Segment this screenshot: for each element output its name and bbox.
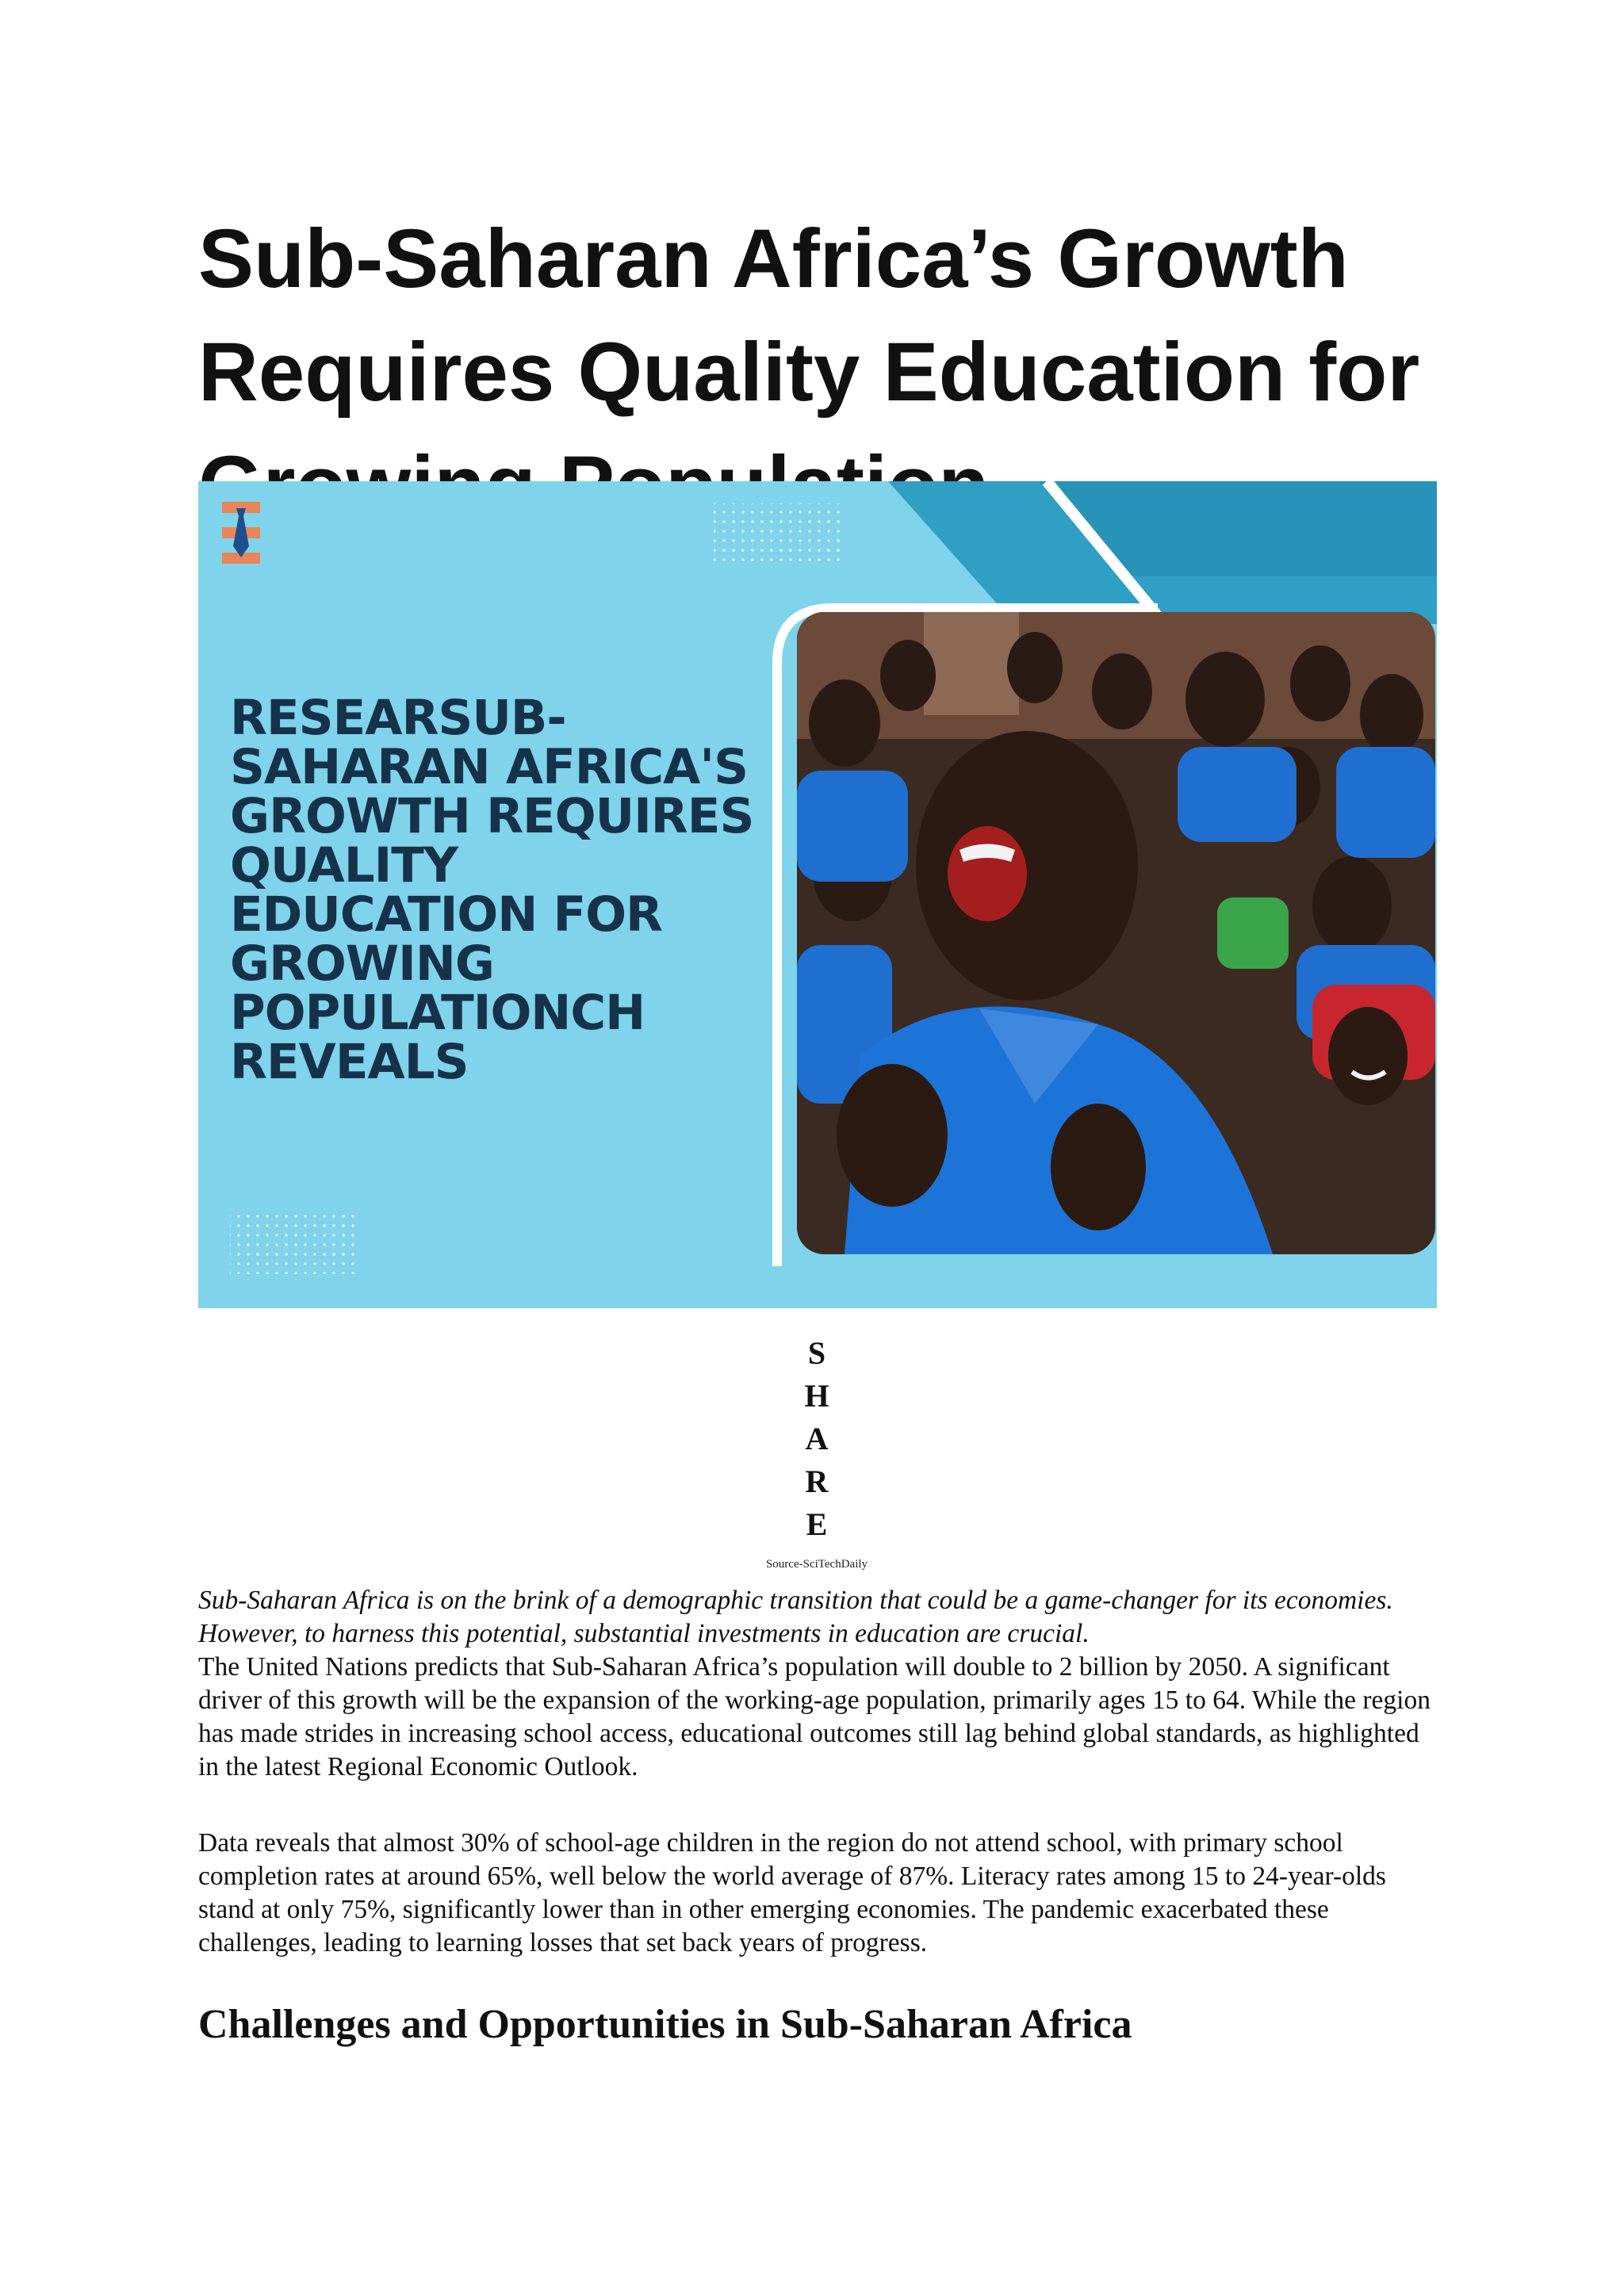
article-paragraph: Data reveals that almost 30% of school-age children in the region do not attend school, with primary school completion rates at around 65%, well below the world average of 87%. Literacy rates among 15 to 24-year-olds stand at only 75%, significantly lower than in other emerging economies. The pandemic exacerbated these challenges, leading to learning losses that set back years of progress.	[198, 1828, 1386, 1957]
share-letter: E	[806, 1506, 828, 1542]
share-letter: S	[807, 1335, 826, 1371]
hero-headline: RESEARSUB- SAHARAN AFRICA'S GROWTH REQUIRES QUALITY EDUCATION FOR GROWING POPULATIONCH REVEALS	[230, 690, 754, 1090]
share-letter: H	[804, 1378, 829, 1414]
students-photo	[797, 612, 1435, 1254]
article-title: Sub-Saharan Africa’s Growth Requires Quality Education for	[198, 212, 1420, 419]
hero-image	[198, 481, 1437, 1308]
section-heading: Challenges and Opportunities in Sub-Saharan Africa	[198, 2002, 1132, 2047]
article-paragraph: The United Nations predicts that Sub-Saharan Africa’s population will double to 2 billion by 2050. A significant driver of this growth will be the expansion of the working-age population, primarily ages 15 to 64. While the region has made strides in increasing school access, educational outcomes still lag behind global standards, as highlighted in the latest Regional Economic Outlook.	[198, 1652, 1431, 1781]
tie-logo-icon	[219, 500, 263, 567]
article-intro: Sub-Saharan Africa is on the brink of a demographic transition that could be a game-changer for its economies. However, to harness this potential, substantial investments in education are crucial.	[198, 1586, 1393, 1648]
share-letter: R	[805, 1464, 829, 1499]
share-label[interactable]	[801, 1332, 833, 1546]
image-source-caption: Source-SciTechDaily	[765, 1558, 868, 1571]
share-letter: A	[805, 1421, 829, 1456]
